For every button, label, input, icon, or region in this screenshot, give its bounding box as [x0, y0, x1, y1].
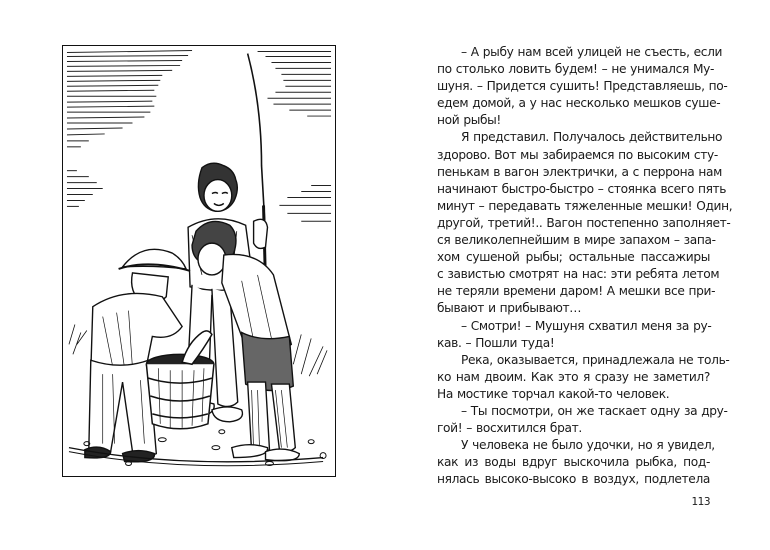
- text-line: не теряли времени даром! А мешки все при-: [437, 284, 716, 299]
- text-line: минут – передавать тяжеленные мешки! Один,: [437, 198, 733, 213]
- illustration-frame: [62, 45, 336, 477]
- text-line: как из воды вдруг выскочила рыбка, под-: [437, 455, 710, 470]
- text-line: На мостике торчал какой-то человек.: [437, 386, 670, 401]
- text-line: ной рыбы!: [437, 113, 501, 128]
- text-line: – Ты посмотри, он же таскает одну за дру-: [461, 403, 728, 418]
- boys-fishing-illustration-icon: [63, 46, 335, 476]
- page-number: 113: [691, 496, 710, 508]
- sky-hatching-right: [258, 52, 331, 222]
- text-line: начинают быстро-быстро – стоянка всего пять: [437, 181, 727, 196]
- body-text: [437, 44, 733, 488]
- text-line: нялась высоко-высоко в воздух, подлетела: [437, 472, 710, 487]
- text-line: – А рыбу нам всей улицей не съесть, если: [461, 45, 723, 59]
- text-line: хом сушеной рыбы; остальные пассажиры: [437, 250, 710, 265]
- text-line: ко нам двоим. Как это я сразу не заметил?: [437, 369, 710, 384]
- text-line: У человека не было удочки, но я увидел,: [461, 438, 715, 453]
- wooden-bucket: [146, 331, 214, 429]
- text-line: кав. – Пошли туда!: [437, 335, 555, 350]
- text-line: едем домой, а у нас несколько мешков суше-: [437, 96, 721, 111]
- text-line: по столько ловить будем! – не унимался Му-: [437, 62, 715, 77]
- text-line: здорово. Вот мы забираемся по высоким сту-: [437, 147, 718, 162]
- sky-hatching-left: [67, 51, 192, 207]
- text-line: ся великолепнейшим в мире запахом – запа-: [437, 233, 716, 248]
- text-line: бывают и прибывают…: [437, 301, 582, 316]
- text-line: гой! – восхитился брат.: [437, 421, 582, 436]
- text-line: другой, третий!.. Вагон постепенно заполняет-: [437, 215, 731, 230]
- text-line: – Смотри! – Мушуня схватил меня за ру-: [461, 318, 712, 333]
- text-line: пенькам в вагон электрички, а с перрона нам: [437, 164, 722, 179]
- text-line: Река, оказывается, принадлежала не толь-: [461, 352, 730, 367]
- text-line: с завистью смотрят на нас: эти ребята летом: [437, 267, 720, 282]
- text-line: шуня. – Придется сушить! Представляешь, по-: [437, 79, 728, 94]
- text-line: Я представил. Получалось действительно: [461, 130, 723, 145]
